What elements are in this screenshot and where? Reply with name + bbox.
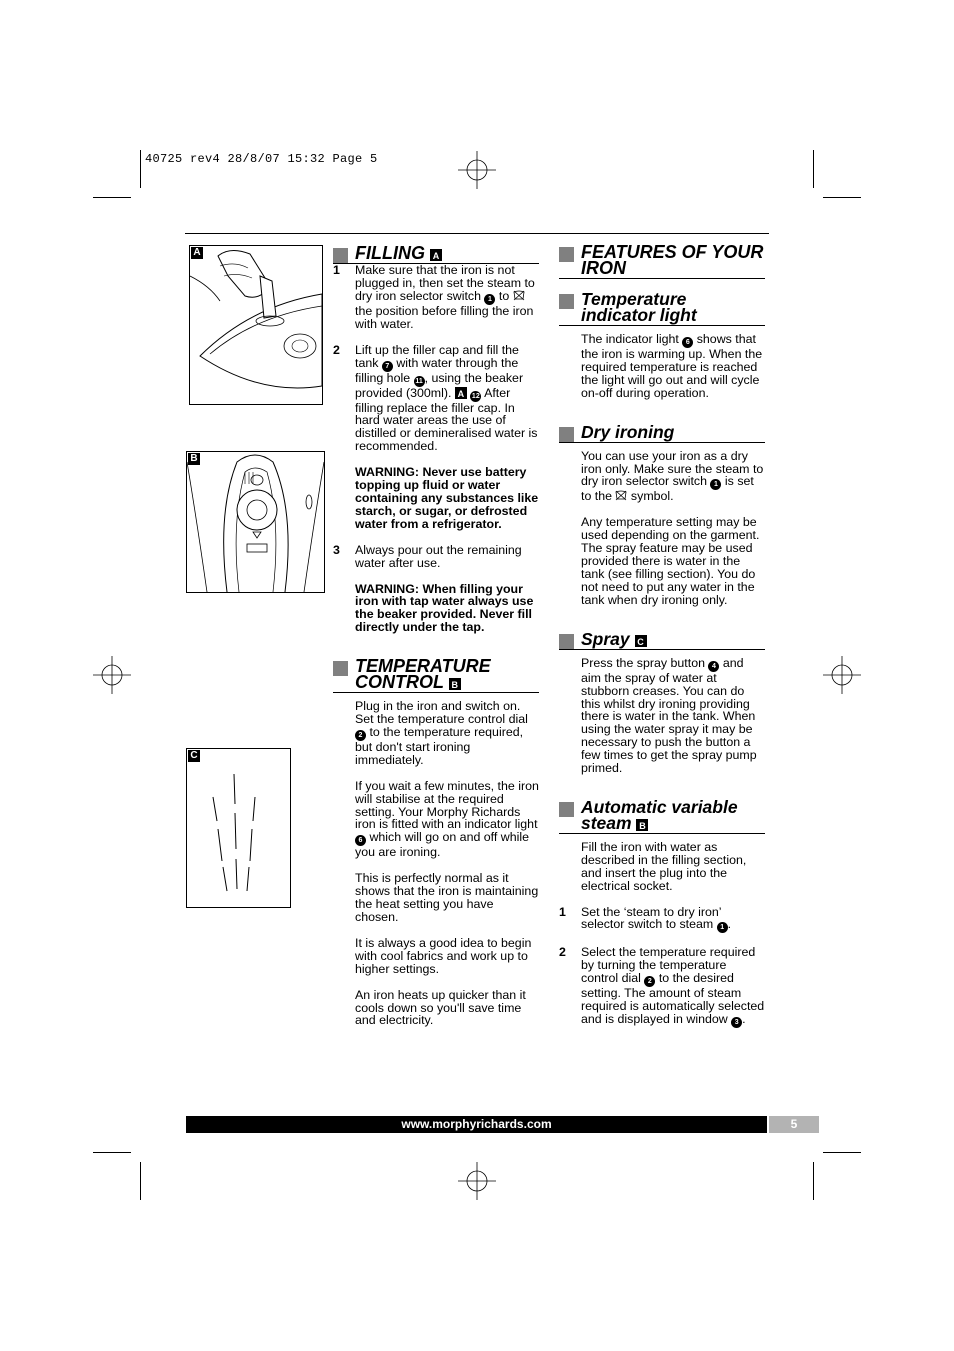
paragraph <box>581 657 765 775</box>
heading-square-icon <box>559 634 574 649</box>
instruction-text: Always pour out the remaining water after use. <box>355 542 522 570</box>
part-ref-badge: 1 <box>710 479 721 490</box>
instruction-item <box>559 946 765 1028</box>
instruction-item <box>333 344 539 454</box>
instruction-text: to the desired setting. The amount of steam required is automatically selected and is displayed in window <box>581 971 765 1027</box>
paragraph-text: The indicator light <box>581 332 679 346</box>
heading-square-icon <box>559 247 574 262</box>
section-heading-spray <box>559 628 765 650</box>
heading-square-icon <box>333 661 348 676</box>
heading-square-icon <box>333 248 348 263</box>
middle-column <box>333 245 539 1040</box>
paragraph-text: shows that the iron is warming up. When the required temperature is reached the light will go out and will cycle on-off during operation. <box>581 332 763 400</box>
registration-mark-icon <box>823 656 861 694</box>
paragraph: This is perfectly normal as it shows that the iron is maintaining the heat setting you have chosen. <box>355 871 539 924</box>
warning-text: WARNING: Never use battery topping up fluid or water containing any substances like starch, or sugar, or defrosted water from a refrigerator. <box>355 465 539 531</box>
instruction-text: the position before filling the iron with water. <box>355 303 534 331</box>
step-number: 2 <box>559 945 566 960</box>
figure-a-panel <box>189 245 323 405</box>
part-ref-badge: 2 <box>355 730 366 741</box>
paragraph-text: Plug in the iron and switch on. Set the temperature control dial <box>355 699 528 727</box>
figure-b-panel <box>186 451 325 593</box>
heading-text: FEATURES OF YOUR IRON <box>581 242 764 278</box>
paragraph-text: which will go on and off while you are ironing. <box>355 830 530 860</box>
paragraph-text: to the temperature required, but don't start ironing immediately. <box>355 724 524 767</box>
heading-text: Dry ironing <box>581 421 675 442</box>
instruction-text: . <box>742 1012 746 1027</box>
crop-mark <box>813 1162 814 1200</box>
part-ref-badge: 1 <box>484 294 495 305</box>
footer-url[interactable]: www.morphyrichards.com <box>186 1116 767 1133</box>
part-ref-badge: 6 <box>355 835 366 846</box>
top-rule <box>185 233 769 234</box>
paragraph: Fill the iron with water as described in the filling section, and insert the plug into the electrical socket. <box>581 839 747 893</box>
instruction-item <box>333 264 539 331</box>
spray-jet-illustration <box>187 749 290 907</box>
part-ref-badge: 11 <box>415 377 423 385</box>
figure-label: B <box>188 453 200 465</box>
paragraph: It is always a good idea to begin with cool fabrics and work up to higher settings. <box>355 935 532 976</box>
part-ref-badge: 4 <box>708 661 719 672</box>
registration-mark-icon <box>93 656 131 694</box>
step-number: 3 <box>333 542 340 557</box>
registration-mark-icon <box>458 1162 496 1200</box>
paragraph-text: You can use your iron as a dry iron only. Make sure the steam to dry iron selector switch <box>581 448 764 489</box>
part-ref-badge: 7 <box>382 361 393 372</box>
part-ref-badge: 3 <box>731 1017 742 1028</box>
page-number: 5 <box>769 1116 819 1133</box>
crop-mark <box>823 197 861 198</box>
heading-text: FILLING <box>355 243 425 263</box>
figure-ref-badge: A <box>455 387 467 399</box>
instruction-text: Select the temperature required by turning the temperature control dial <box>581 945 756 986</box>
instruction-text: , using the beaker provided (300ml). <box>355 370 524 400</box>
warning-text: WARNING: When filling your iron with tap water always use the beaker provided. Never fill directly under the tap. <box>355 581 534 635</box>
paragraph-text: and aim the spray of water at stubborn creases. You can do this whilst dry ironing providing there is water in the tank. When using the water spray it may be necessary to push the button a few times to get the spray pump primed. <box>581 655 757 776</box>
crop-mark <box>93 1152 131 1153</box>
heading-square-icon <box>559 427 574 442</box>
paragraph-text: Press the spray button <box>581 655 705 670</box>
crop-mark <box>813 150 814 188</box>
paragraph-text: If you wait a few minutes, the iron will stabilise at the required setting. Your Morphy Richards iron is fitted with an indicator light <box>355 778 539 832</box>
paragraph: An iron heats up quicker than it cools down so you'll save time and electricity. <box>355 987 526 1028</box>
section-heading-temperature-indicator <box>559 291 765 326</box>
iron-filling-illustration <box>190 246 322 404</box>
crop-mark <box>140 1162 141 1200</box>
figure-c-panel <box>186 748 291 908</box>
section-heading-filling <box>333 245 539 264</box>
instruction-item <box>333 544 539 570</box>
figure-label: C <box>188 750 200 762</box>
step-number: 1 <box>559 904 566 919</box>
paragraph-text: symbol. <box>630 489 674 504</box>
print-slug: 40725 rev4 28/8/07 15:32 Page 5 <box>145 152 378 166</box>
paragraph-text: is set to the <box>581 474 754 504</box>
instruction-text: . <box>727 917 732 932</box>
part-ref-badge: 1 <box>717 922 728 933</box>
paragraph <box>581 450 765 504</box>
paragraph <box>355 780 539 860</box>
crop-mark <box>140 150 141 188</box>
iron-top-view-illustration <box>187 452 324 592</box>
figure-ref-badge: B <box>449 678 461 690</box>
instruction-text: to <box>498 288 510 303</box>
heading-square-icon <box>559 802 574 817</box>
instruction-text: Lift up the filler cap and fill the tank <box>355 342 519 370</box>
instruction-text: Set the ‘steam to dry iron’ selector switch to steam <box>581 904 722 932</box>
part-ref-badge: 12 <box>471 392 480 400</box>
part-ref-badge: 6 <box>682 337 693 348</box>
right-column <box>559 244 765 1041</box>
figure-ref-badge: A <box>430 249 442 261</box>
section-heading-automatic-variable-steam <box>559 796 765 834</box>
dry-iron-symbol-icon <box>513 290 525 301</box>
part-ref-badge: 2 <box>644 976 655 987</box>
instruction-text: with water through the filling hole <box>355 355 519 385</box>
step-number: 2 <box>333 342 340 357</box>
paragraph <box>355 700 539 767</box>
heading-square-icon <box>559 294 574 309</box>
crop-mark <box>93 197 131 198</box>
instruction-text: After filling replace the filler cap. In hard water areas the use of distilled or demineralised water is recommended. <box>355 385 538 454</box>
heading-text: TEMPERATURE CONTROL <box>355 656 491 693</box>
section-heading-temperature-control <box>333 658 539 693</box>
paragraph <box>581 333 765 400</box>
heading-text: Spray <box>581 628 630 649</box>
instruction-item <box>559 906 765 934</box>
crop-mark <box>823 1152 861 1153</box>
paragraph: Any temperature setting may be used depending on the garment. The spray feature may be used provided there is water in the tank (see filling section). You do not need to put any water in the tank when dry ironing only. <box>581 515 760 607</box>
heading-text: Temperature indicator light <box>581 289 697 325</box>
section-heading-features <box>559 244 765 279</box>
section-heading-dry-ironing <box>559 421 765 443</box>
step-number: 1 <box>333 263 340 277</box>
figure-ref-badge: C <box>635 635 647 647</box>
heading-text: Automatic variable steam <box>581 796 738 833</box>
figure-label: A <box>191 247 203 259</box>
registration-mark-icon <box>458 151 496 189</box>
instruction-text: Make sure that the iron is not plugged in, then set the steam to dry iron selector switch <box>355 263 535 303</box>
dry-iron-symbol-icon <box>615 490 627 501</box>
figure-ref-badge: B <box>636 819 648 831</box>
